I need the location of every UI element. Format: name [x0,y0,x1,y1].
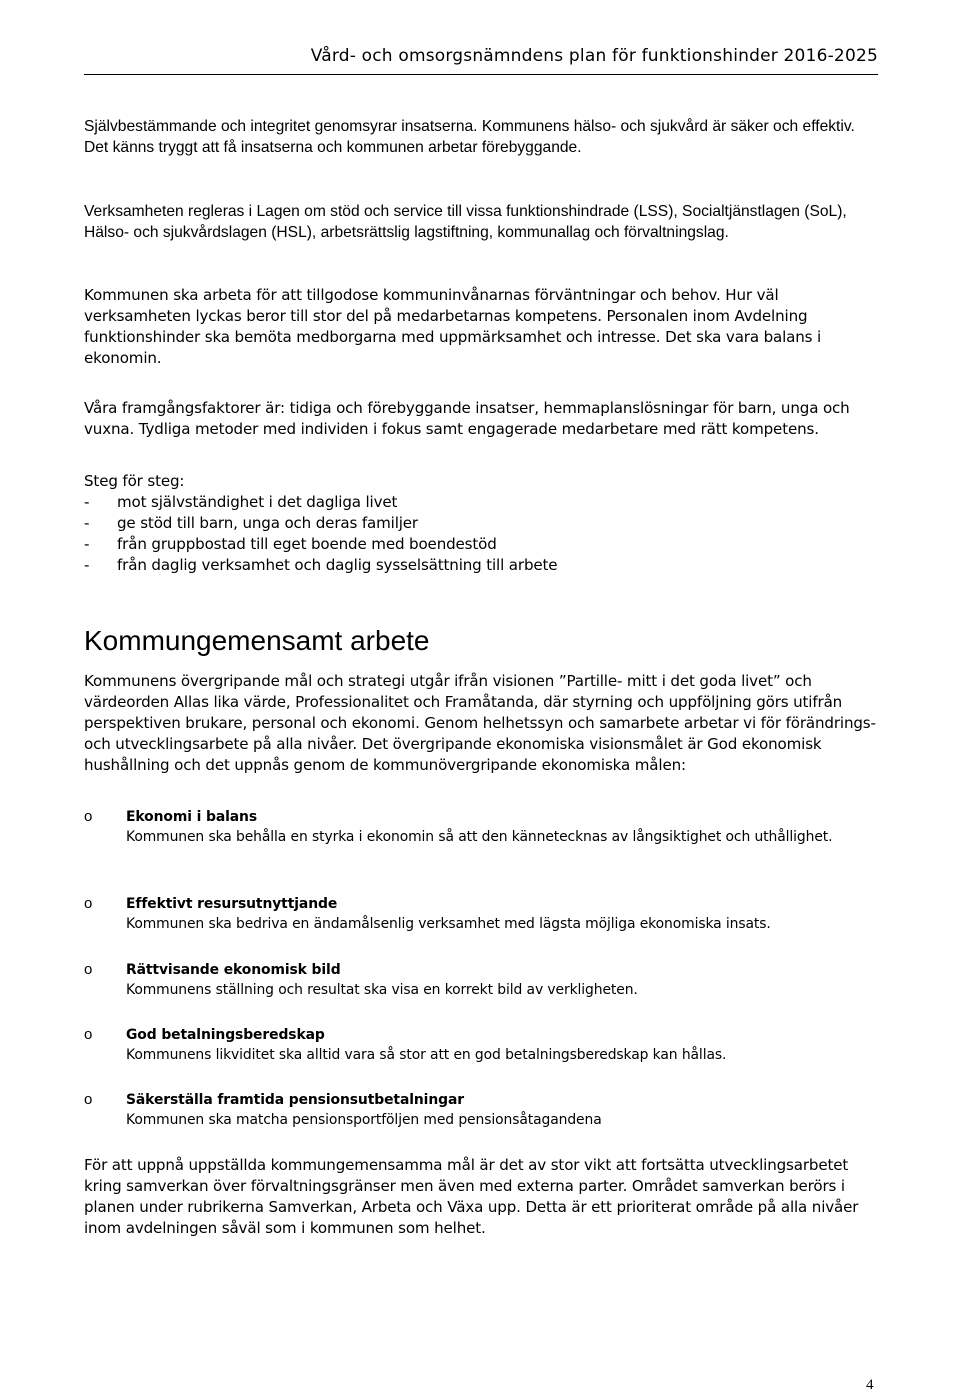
paragraph-self-determination: Självbestämmande och integritet genomsyrar insatserna. Kommunens hälso- och sjukvård är säker och effektiv. Det känns tryggt att få insatserna och kommunen arbetar förebyggande. [84,118,855,156]
header-divider [84,74,878,75]
goal-title: Säkerställa framtida pensionsutbetalningar [126,1092,464,1108]
circle-bullet: o [84,895,93,912]
dash-bullet: - [84,556,90,574]
step-text: från gruppbostad till eget boende med boendestöd [117,535,497,553]
circle-bullet: o [84,808,93,825]
section-intro-paragraph: Kommunens övergripande mål och strategi utgår ifrån visionen ”Partille- mitt i det goda livet” och värdeorden Allas lika värde, Professionalitet och Framåtanda, där styrning och uppföljning görs utifrån perspektiven brukare, personal och ekonomi. Genom helhetssyn och samarbete arbetar vi för förändrings- och utvecklingsarbete på alla nivåer. Det övergripande ekonomiska visionsmålet är God ekonomisk hushållning och det uppnås genom de kommunövergripande ekonomiska målen: [84,672,876,774]
goal-title: Rättvisande ekonomisk bild [126,962,341,978]
steps-title: Steg för steg: [84,472,185,490]
goal-title: God betalningsberedskap [126,1027,325,1043]
goal-text: Kommunen ska bedriva en ändamålsenlig verksamhet med lägsta möjliga ekonomiska insats. [126,916,771,932]
list-item [84,513,880,534]
page-header-title: Vård- och omsorgsnämndens plan för funktionshinder 2016-2025 [310,46,878,66]
section-heading: Kommungemensamt arbete [84,625,430,656]
dash-bullet: - [84,514,90,532]
goal-text: Kommunen ska behålla en styrka i ekonomin så att den kännetecknas av långsiktighet och uthållighet. [126,829,833,845]
page-number: 4 [866,1377,874,1393]
closing-paragraph: För att uppnå uppställda kommungemensamma mål är det av stor vikt att fortsätta utvecklingsarbetet kring samverkan över förvaltningsgränser men även med externa parter. Området samverkan berörs i planen under rubrikerna Samverkan, Arbeta och Växa upp. Detta är ett prioriterat område på alla nivåer inom avdelningen såväl som i kommunen som helhet. [84,1156,859,1237]
goal-title: Ekonomi i balans [126,809,258,825]
list-item [84,534,880,555]
steps-list [84,492,880,576]
goal-text: Kommunens ställning och resultat ska visa en korrekt bild av verkligheten. [126,982,638,998]
step-text: ge stöd till barn, unga och deras familjer [117,514,418,532]
step-text: från daglig verksamhet och daglig sysselsättning till arbete [117,556,558,574]
dash-bullet: - [84,493,90,511]
goal-title: Effektivt resursutnyttjande [126,896,338,912]
goal-text: Kommunens likviditet ska alltid vara så stor att en god betalningsberedskap kan hållas. [126,1047,727,1063]
list-item [84,555,880,576]
circle-bullet: o [84,1091,93,1108]
dash-bullet: - [84,535,90,553]
paragraph-legislation: Verksamheten regleras i Lagen om stöd och service till vissa funktionshindrade (LSS), Socialtjänstlagen (SoL), Hälso- och sjukvårdslagen (HSL), arbetsrättslig lagstiftning, kommunallag och förvaltningslag. [84,203,847,241]
step-text: mot självständighet i det dagliga livet [117,493,398,511]
circle-bullet: o [84,1026,93,1043]
list-item [84,492,880,513]
paragraph-success-factors: Våra framgångsfaktorer är: tidiga och förebyggande insatser, hemmaplanslösningar för barn, unga och vuxna. Tydliga metoder med individen i fokus samt engagerade medarbetare med rätt kompetens. [84,399,850,438]
paragraph-expectations: Kommunen ska arbeta för att tillgodose kommuninvånarnas förväntningar och behov. Hur väl verksamheten lyckas beror till stor del på medarbetarnas kompetens. Personalen inom Avdelning funktionshinder ska bemöta medborgarna med uppmärksamhet och intresse. Det ska vara balans i ekonomin. [84,286,822,367]
goal-text: Kommunen ska matcha pensionsportföljen med pensionsåtagandena [126,1112,602,1128]
circle-bullet: o [84,961,93,978]
